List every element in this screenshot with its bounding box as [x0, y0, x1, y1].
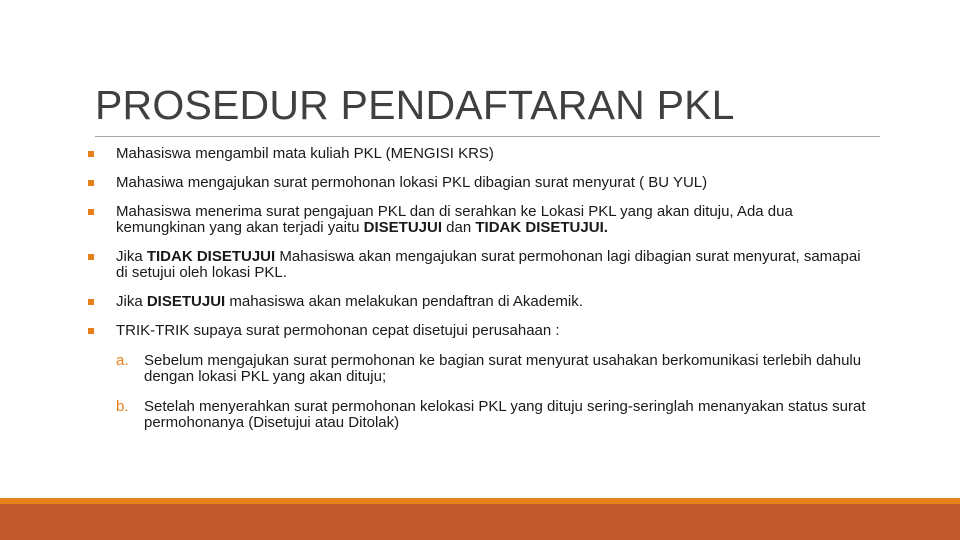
- square-bullet-icon: [88, 180, 94, 186]
- bullet-text: TRIK-TRIK supaya surat permohonan cepat disetujui perusahaan :: [116, 322, 560, 339]
- sub-list-item: [116, 353, 868, 385]
- bullet-list: [88, 146, 868, 445]
- bullet-text: Mahasiswa mengambil mata kuliah PKL (MENGISI KRS): [116, 145, 494, 162]
- square-bullet-icon: [88, 151, 94, 157]
- bold-term: DISETUJUI: [146, 293, 226, 310]
- sub-list: [116, 353, 868, 431]
- bullet-text: dan: [442, 219, 476, 236]
- sub-item-label: b.: [116, 398, 129, 415]
- bullet-text: Jika: [116, 293, 147, 310]
- title-divider: [95, 136, 880, 137]
- square-bullet-icon: [88, 299, 94, 305]
- bold-term: TIDAK DISETUJUI.: [475, 219, 608, 236]
- bullet-item: [88, 294, 868, 310]
- sub-list-item: [116, 399, 868, 431]
- square-bullet-icon: [88, 209, 94, 215]
- bullet-item: [88, 146, 868, 162]
- bullet-item: [88, 323, 868, 431]
- square-bullet-icon: [88, 254, 94, 260]
- square-bullet-icon: [88, 328, 94, 334]
- slide-title: PROSEDUR PENDAFTARAN PKL: [95, 82, 735, 128]
- bullet-text: Mahasiswa akan mengajukan surat permohonan lagi dibagian surat menyurat, samapai di setujui oleh lokasi PKL.: [116, 248, 861, 281]
- bullet-text: Jika: [116, 248, 147, 265]
- footer-band: [0, 504, 960, 540]
- bold-term: TIDAK DISETUJUI: [146, 248, 276, 265]
- bullet-text: mahasiswa akan melakukan pendaftran di Akademik.: [225, 293, 583, 310]
- bold-term: DISETUJUI: [363, 219, 443, 236]
- bullet-text: Mahasiswa menerima surat pengajuan PKL dan di serahkan ke Lokasi PKL yang akan dituju, Ada dua kemungkinan yang akan terjadi yaitu: [116, 203, 793, 236]
- bullet-item: [88, 249, 868, 281]
- bullet-item: [88, 204, 868, 236]
- bullet-item: [88, 175, 868, 191]
- bullet-text: Mahasiwa mengajukan surat permohonan lokasi PKL dibagian surat menyurat ( BU YUL): [116, 174, 708, 191]
- sub-item-text: Sebelum mengajukan surat permohonan ke bagian surat menyurat usahakan berkomunikasi terlebih dahulu dengan lokasi PKL yang akan dituju;: [144, 352, 862, 385]
- sub-item-text: Setelah menyerahkan surat permohonan kelokasi PKL yang dituju sering-seringlah menanyakan status surat permohonanya (Disetujui atau Ditolak): [144, 398, 866, 431]
- sub-item-label: a.: [116, 352, 129, 369]
